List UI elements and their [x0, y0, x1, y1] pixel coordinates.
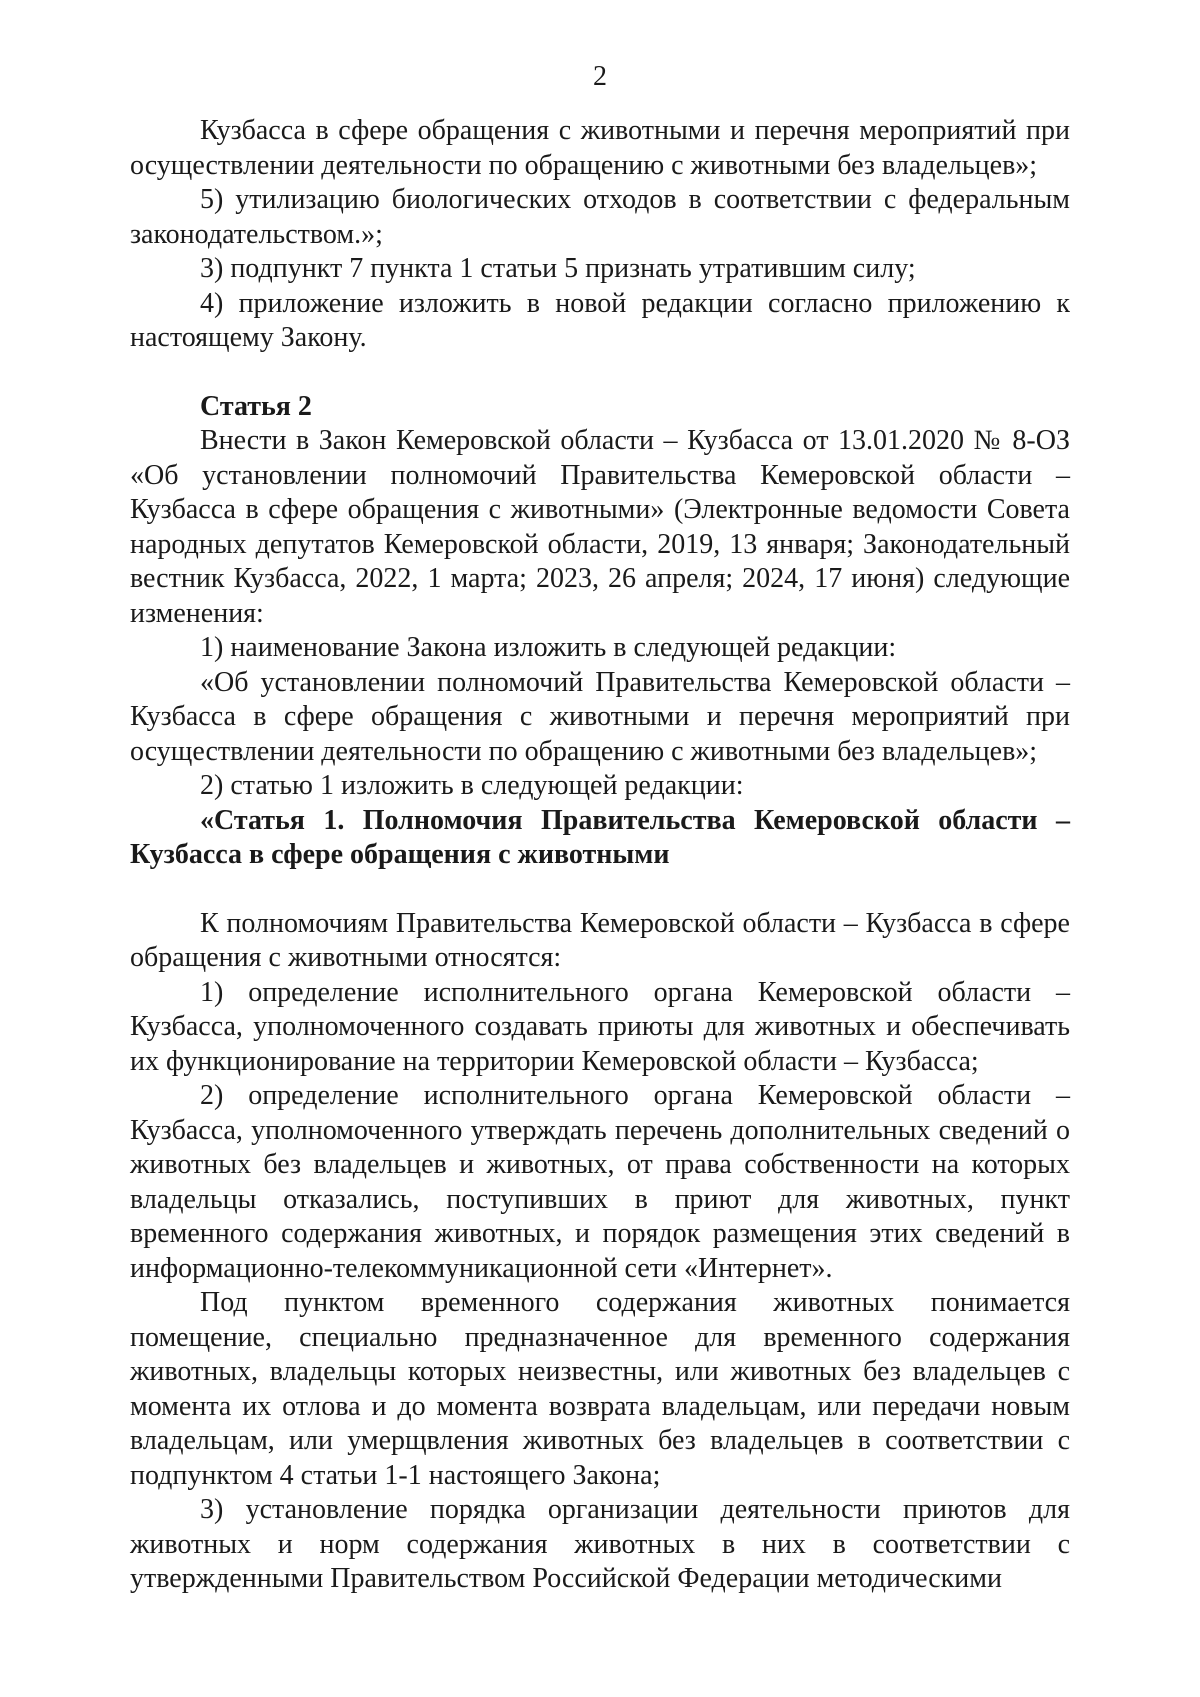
paragraph-item-5: 5) утилизацию биологических отходов в соответствии с федеральным законодательством.»;: [130, 184, 1070, 250]
article-heading: Статья 2: [200, 390, 312, 422]
power-item-3: 3) установление порядка организации деятельности приютов для животных и норм содержания животных в них в соответствии с утвержденными Правительством Российской Федерации методическими: [130, 1494, 1070, 1594]
article-change-1: 1) наименование Закона изложить в следующей редакции:: [200, 632, 897, 663]
paragraph-item-4: 4) приложение изложить в новой редакции согласно приложению к настоящему Закону.: [130, 287, 1070, 353]
powers-intro: К полномочиям Правительства Кемеровской области – Кузбасса в сфере обращения с животными относятся:: [130, 907, 1070, 973]
power-item-1: 1) определение исполнительного органа Кемеровской области – Кузбасса, уполномоченного создавать приюты для животных и обеспечивать их функционирование на территории Кемеровской области – Кузбасса;: [130, 976, 1070, 1077]
power-item-2: 2) определение исполнительного органа Кемеровской области – Кузбасса, уполномоченного утверждать перечень дополнительных сведений о животных без владельцев и животных, от права собственности на которых владельцы отказались, поступивших в приют для животных, пункт временного содержания животных, и порядок размещения этих сведений в информационно-телекоммуникационной сети «Интернет».: [130, 1080, 1070, 1284]
temporary-shelter-definition: Под пунктом временного содержания животных понимается помещение, специально предназначенное для временного содержания животных, владельцы которых неизвестны, или животных без владельцев с момента их отлова и до момента возврата владельцам, или передачи новым владельцам, или умерщвления животных без владельцев в соответствии с подпунктом 4 статьи 1-1 настоящего Закона;: [130, 1287, 1070, 1491]
paragraph-continuation: Кузбасса в сфере обращения с животными и перечня мероприятий при осуществлении деятельности по обращению с животными без владельцев»;: [130, 115, 1070, 181]
document-page: [130, 60, 1070, 1597]
page-number: 2: [593, 61, 607, 92]
article-1-sub-heading: «Статья 1. Полномочия Правительства Кемеровской области – Кузбасса в сфере обращения с животными: [130, 804, 1070, 870]
spacer: [130, 873, 1070, 907]
paragraph-item-3: 3) подпункт 7 пункта 1 статьи 5 признать утратившим силу;: [200, 253, 916, 284]
article-law-title-quote: «Об установлении полномочий Правительства Кемеровской области – Кузбасса в сфере обращения с животными и перечня мероприятий при осуществлении деятельности по обращению с животными без владельцев»;: [130, 666, 1070, 767]
article-change-2: 2) статью 1 изложить в следующей редакции:: [200, 770, 744, 801]
article-intro-paragraph: Внести в Закон Кемеровской области – Кузбасса от 13.01.2020 № 8-ОЗ «Об установлении полномочий Правительства Кемеровской области – Кузбасса в сфере обращения с животными» (Электронные ведомости Совета народных депутатов Кемеровской области, 2019, 13 января; Законодательный вестник Кузбасса, 2022, 1 марта; 2023, 26 апреля; 2024, 17 июня) следующие изменения:: [130, 425, 1070, 629]
